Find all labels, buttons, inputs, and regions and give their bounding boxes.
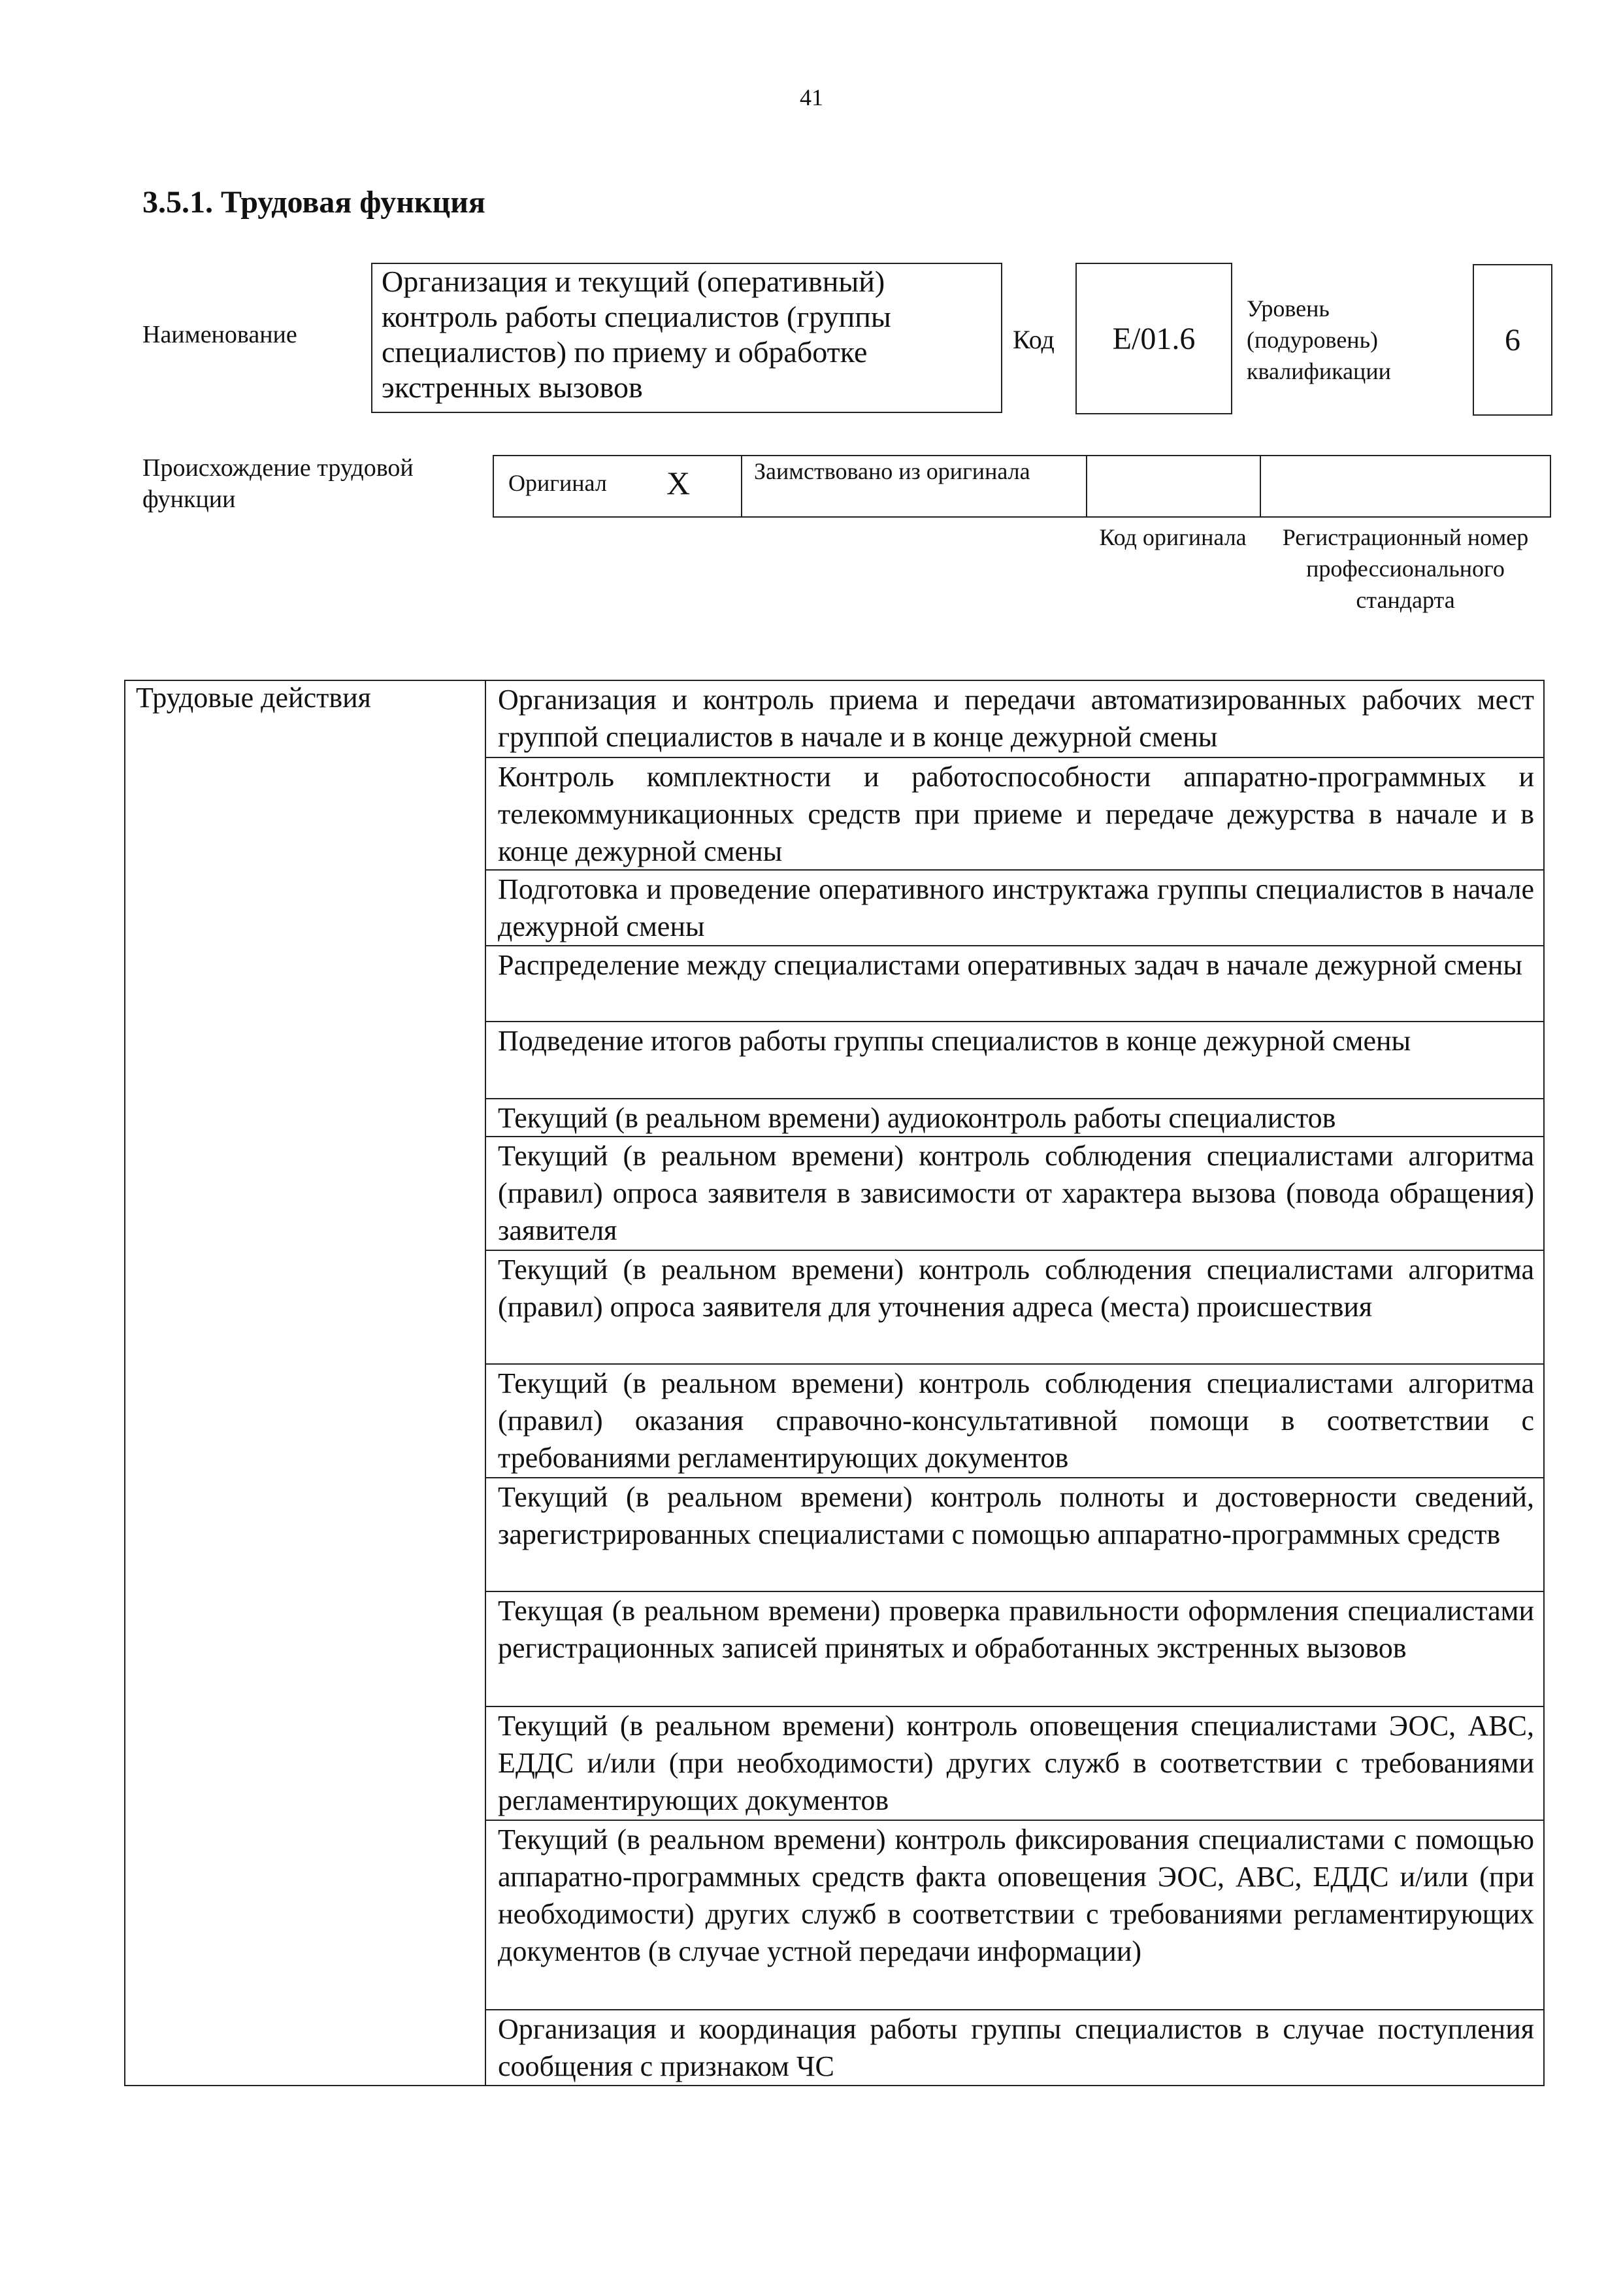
origin-original-label: Оригинал — [508, 470, 607, 496]
origin-table — [493, 455, 1551, 518]
action-item: Текущий (в реальном времени) аудиоконтроль работы специалистов — [486, 1098, 1543, 1136]
origin-original-cell — [494, 456, 742, 516]
code-box — [1075, 263, 1232, 414]
level-value: 6 — [1505, 322, 1520, 358]
origin-code-caption: Код оригинала — [1099, 524, 1247, 550]
origin-label: Происхождение трудовой функции — [142, 454, 414, 513]
action-item: Текущий (в реальном времени) контроль соблюдения специалистами алгоритма (правил) оказания справочно-консультативной помощи в соответствии с требованиями регламентирующих документов — [486, 1363, 1543, 1477]
function-name-box — [371, 263, 1002, 413]
page-number: 41 — [800, 84, 823, 110]
labor-actions-label: Трудовые действия — [136, 682, 371, 714]
level-label: Уровень (подуровень) квалификации — [1247, 295, 1391, 384]
action-item: Контроль комплектности и работоспособности аппаратно-программных и телекоммуникационных средств при приеме и передаче дежурства в начале и в конце дежурной смены — [486, 757, 1543, 869]
action-item: Распределение между специалистами оперативных задач в начале дежурной смены — [486, 945, 1543, 1021]
labor-actions-label-cell — [125, 681, 486, 2085]
action-item: Текущий (в реальном времени) контроль оповещения специалистами ЭОС, АВС, ЕДДС и/или (при необходимости) других служб в соответствии с требованиями регламентирующих документов — [486, 1706, 1543, 1820]
origin-borrowed-cell — [742, 456, 1087, 516]
labor-actions-list — [486, 681, 1543, 2085]
origin-code-cell — [1087, 456, 1261, 516]
labor-actions-table — [124, 680, 1545, 2086]
action-item: Текущая (в реальном времени) проверка правильности оформления специалистами регистрационных записей принятых и обработанных экстренных вызовов — [486, 1591, 1543, 1706]
action-item: Текущий (в реальном времени) контроль соблюдения специалистами алгоритма (правил) опроса заявителя в зависимости от характера вызова (повода обращения) заявителя — [486, 1136, 1543, 1250]
origin-mark: X — [666, 465, 691, 501]
code-value: E/01.6 — [1112, 321, 1196, 356]
action-item: Текущий (в реальном времени) контроль полноты и достоверности сведений, зарегистрированных специалистами с помощью аппаратно-программных средств — [486, 1477, 1543, 1591]
origin-borrowed-label: Заимствовано из оригинала — [754, 458, 1030, 484]
action-item: Организация и контроль приема и передачи автоматизированных рабочих мест группой специалистов в начале и в конце дежурной смены — [498, 684, 1534, 753]
action-item: Текущий (в реальном времени) контроль соблюдения специалистами алгоритма (правил) опроса заявителя для уточнения адреса (места) происшествия — [486, 1250, 1543, 1363]
code-label: Код — [1013, 325, 1055, 354]
action-item: Организация и координация работы группы специалистов в случае поступления сообщения с признаком ЧС — [486, 2009, 1543, 2086]
action-item: Подведение итогов работы группы специалистов в конце дежурной смены — [486, 1021, 1543, 1098]
origin-reg-caption: Регистрационный номер профессионального стандарта — [1282, 524, 1529, 613]
action-item: Подготовка и проведение оперативного инструктажа группы специалистов в начале дежурной смены — [486, 869, 1543, 945]
origin-reg-cell — [1261, 456, 1550, 516]
name-label: Наименование — [142, 321, 297, 348]
section-title: 3.5.1. Трудовая функция — [142, 185, 485, 220]
action-item: Текущий (в реальном времени) контроль фиксирования специалистами с помощью аппаратно-программных средств факта оповещения ЭОС, АВС, ЕДДС и/или (при необходимости) других служб в соответствии с требованиями регламентирующих документов (в случае устной передачи информации) — [486, 1820, 1543, 2009]
function-name: Организация и текущий (оперативный) контроль работы специалистов (группы специалистов) по приему и обработке экстренных вызовов — [382, 265, 891, 404]
level-box — [1473, 264, 1552, 416]
